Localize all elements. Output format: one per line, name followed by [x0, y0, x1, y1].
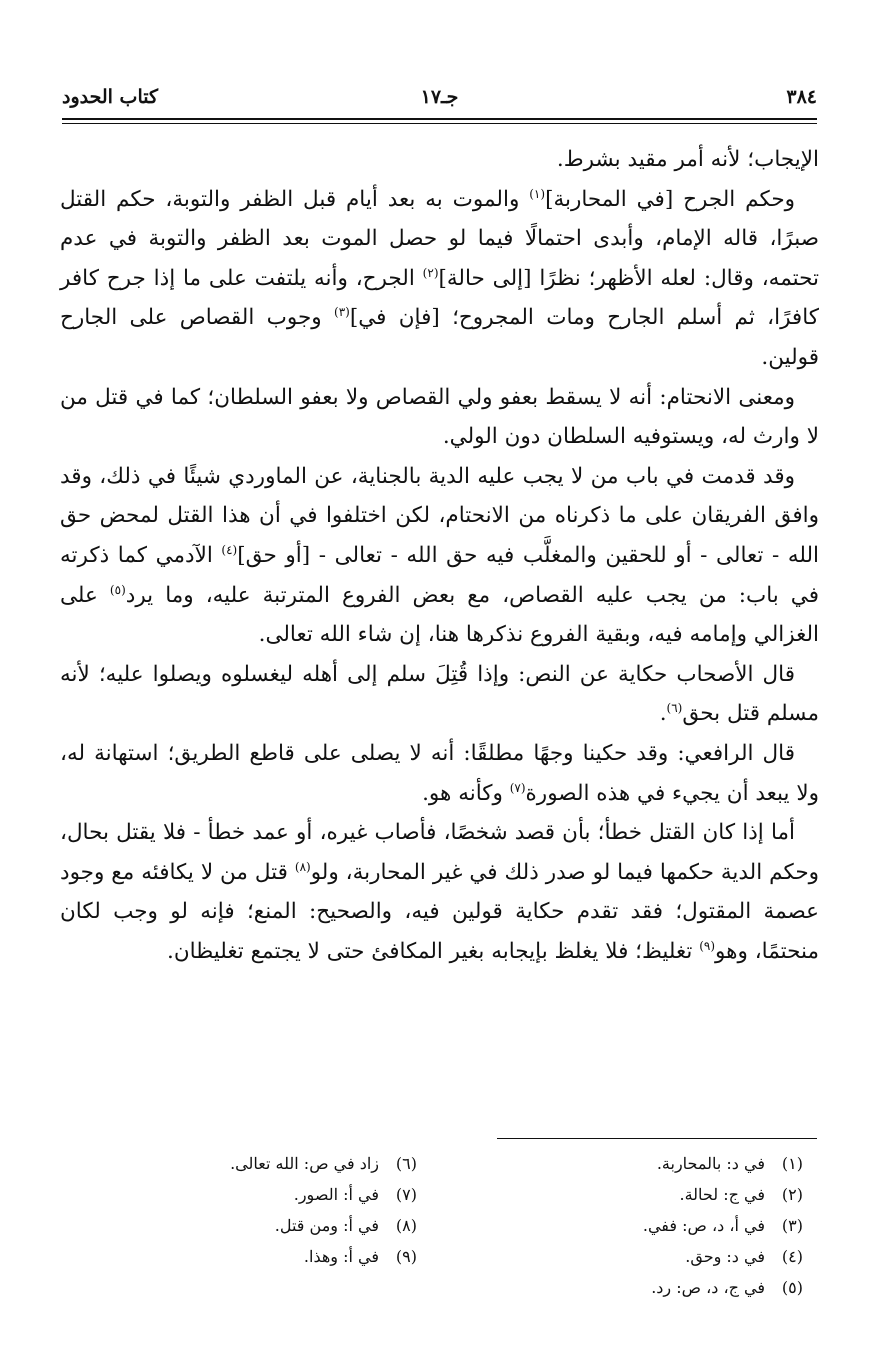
paragraph-4: وقد قدمت في باب من لا يجب عليه الدية بالجناية، عن الماوردي شيئًا في ذلك، وقد وافق الفريقان على ما ذكرناه من الانحتام، لكن اختلفوا في أن هذا القتل لمحض حق الله - تعالى - أو للحقين والمغلَّب فيه حق الله - تعالى - [أو حق]$^{(٤)}$ الآدمي كما ذكرته في باب: من يجب عليه القصاص، مع بعض الفروع المترتبة عليه، وما يرد$^{(٥)}$ على الغزالي وإمامه فيه، وبقية الفروع نذكرها هنا، إن شاء الله تعالى.: [60, 463, 820, 648]
footnote-item: (٥)في ج، د، ص: رد.: [651, 1278, 803, 1297]
footnote-item: (٧)في أ: الصور.: [293, 1185, 417, 1204]
footnote-ref-4[interactable]: (٤): [221, 542, 238, 557]
footnote-item: (٤)في د: وحق.: [685, 1247, 803, 1266]
paragraph-1: الإيجاب؛ لأنه أمر مقيد بشرط.: [556, 147, 819, 172]
volume-number: جـ١٧: [420, 86, 459, 108]
footnote-ref-1[interactable]: (١): [529, 186, 546, 201]
book-title: كتاب الحدود: [62, 86, 159, 108]
header-rule-thin: [62, 123, 817, 124]
footnote-ref-2[interactable]: (٢): [422, 265, 439, 280]
footnote-ref-9[interactable]: (٩): [699, 938, 716, 953]
main-text: [60, 140, 819, 971]
paragraph-6: قال الرافعي: وقد حكينا وجهًا مطلقًا: أنه لا يصلى على قاطع الطريق؛ استهانة له، ولا يبعد أن يجيء في هذه الصورة$^{(٧)}$ وكأنه هو.: [60, 740, 819, 806]
paragraph-2: وحكم الجرح [في المحاربة]$^{(١)}$ والموت به بعد أيام قبل الظفر والتوبة، حكم القتل صبرًا، قاله الإمام، وأبدى احتمالًا فيما لو حصل الموت بعد الظفر والتوبة في عدم تحتمه، وقال: لعله الأظهر؛ نظرًا [إلى حالة]$^{(٢)}$ الجرح، وأنه يلتفت على ما إذا جرح كافر كافرًا، ثم أسلم الجارح ومات المجروح؛ [فإن في]$^{(٣)}$ وجوب القصاص على الجارح قولين.: [60, 186, 819, 370]
footnote-item: (٢)في ج: لحالة.: [679, 1185, 803, 1204]
header-rule-thick: [62, 118, 817, 120]
page-header: [62, 78, 817, 118]
footnote-ref-6[interactable]: (٦): [666, 701, 683, 716]
footnote-item: (٨)في أ: ومن قتل.: [274, 1216, 417, 1235]
page-number: ٣٨٤: [786, 86, 817, 108]
footnote-item: (٦)زاد في ص: الله تعالى.: [230, 1154, 417, 1173]
footnote-item: (٣)في أ، د، ص: ففي.: [642, 1216, 803, 1235]
footnote-ref-8[interactable]: (٨): [294, 859, 311, 874]
footnote-ref-7[interactable]: (٧): [509, 780, 526, 795]
footnotes-column-right: [473, 1148, 803, 1303]
footnote-ref-5[interactable]: (٥): [109, 582, 126, 597]
footnote-rule: [497, 1138, 817, 1139]
paragraph-5: قال الأصحاب حكاية عن النص: وإذا قُتِلَ سلم إلى أهله ليغسلوه ويصلوا عليه؛ لأنه مسلم قتل بحق$^{(٦)}$.: [60, 661, 819, 727]
footnote-item: (١)في د: بالمحاربة.: [656, 1154, 803, 1173]
paragraph-7: أما إذا كان القتل خطأ؛ بأن قصد شخصًا، فأصاب غيره، أو عمد خطأ - فلا يقتل بحال، وحكم الدية حكمها فيما لو صدر ذلك في غير المحاربة، ولو$^{(٨)}$ قتل من لا يكافئه مع وجود عصمة المقتول؛ فقد تقدم حكاية قولين فيه، والصحيح: المنع؛ فإنه لو وجب لكان منحتمًا، وهو$^{(٩)}$ تغليظ؛ فلا يغلظ بإيجابه بغير المكافئ حتى لا يجتمع تغليظان.: [60, 820, 819, 964]
footnote-item: (٩)في أ: وهذا.: [303, 1247, 417, 1266]
footnote-ref-3[interactable]: (٣): [334, 305, 350, 320]
paragraph-3: ومعنى الانحتام: أنه لا يسقط بعفو ولي القصاص ولا بعفو السلطان؛ كما في قتل من لا وارث له، ويستوفيه السلطان دون الولي.: [60, 384, 819, 450]
footnotes-column-left: [97, 1148, 417, 1272]
